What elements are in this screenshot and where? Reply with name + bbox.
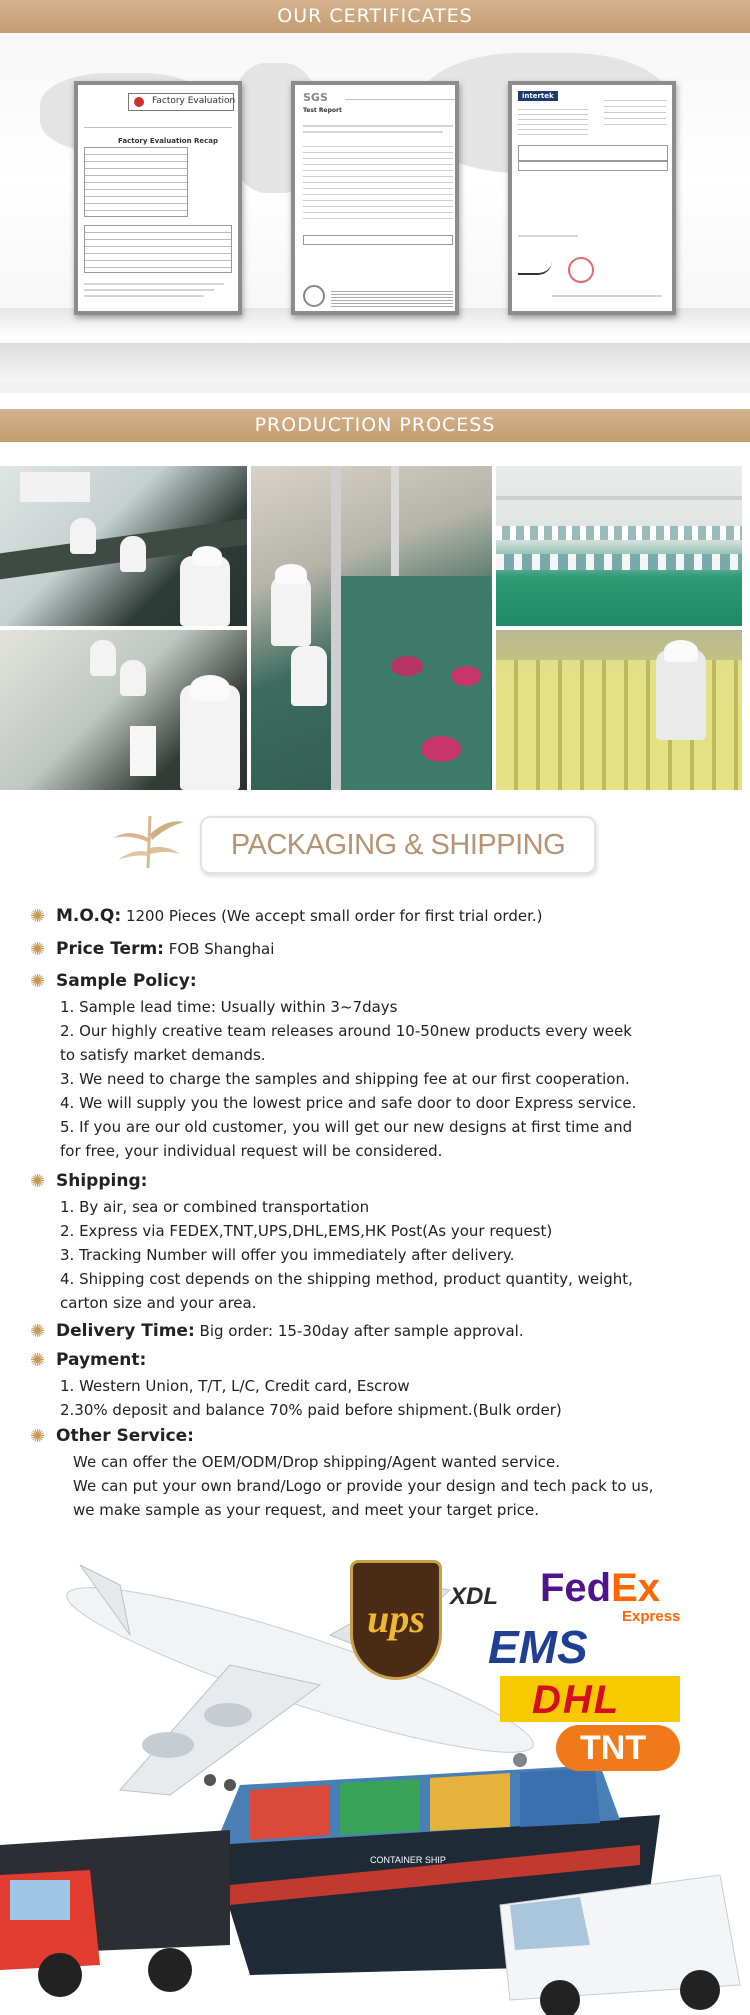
sun-bullet-icon: ✺	[30, 1426, 46, 1447]
sun-bullet-icon: ✺	[30, 1321, 46, 1342]
sample-policy-line: 1. Sample lead time: Usually within 3~7days	[60, 998, 398, 1016]
certificates-banner	[0, 0, 750, 33]
sample-policy-section	[30, 968, 730, 1163]
shipping-line: 4. Shipping cost depends on the shipping method, product quantity, weight,	[60, 1270, 633, 1288]
ems-text: EMS	[488, 1621, 588, 1673]
price-term-label: Price Term:	[56, 939, 164, 959]
production-banner	[0, 409, 750, 442]
delivery-text: Big order: 15-30day after sample approval.	[199, 1322, 524, 1340]
bamboo-decor-icon	[108, 808, 188, 878]
sample-policy-line: for free, your individual request will be considered.	[60, 1142, 443, 1160]
shipping-line: 2. Express via FEDEX,TNT,UPS,DHL,EMS,HK Post(As your request)	[60, 1222, 553, 1240]
other-service-line: we make sample as your request, and meet your target price.	[73, 1501, 540, 1519]
shipping-line: 1. By air, sea or combined transportation	[60, 1198, 370, 1216]
dhl-text: DHL	[532, 1678, 621, 1722]
ems-logo	[488, 1620, 588, 1674]
xdl-logo	[450, 1583, 498, 1611]
ups-logo	[350, 1560, 442, 1680]
delivery-label: Delivery Time:	[56, 1321, 195, 1341]
production-photo-1	[0, 466, 247, 626]
production-title: PRODUCTION PROCESS	[254, 414, 496, 436]
cert1-sub: Factory Evaluation Recap	[118, 137, 219, 145]
other-service-section	[30, 1423, 730, 1522]
shipping-label: Shipping:	[56, 1171, 148, 1191]
fedex-fed: Fed	[540, 1566, 612, 1610]
certificates-area	[0, 33, 750, 393]
sun-bullet-icon: ✺	[30, 971, 46, 992]
sun-bullet-icon: ✺	[30, 1171, 46, 1192]
shipping-section	[30, 1168, 730, 1315]
cert1-header: Factory Evaluation	[152, 96, 236, 106]
sample-policy-label: Sample Policy:	[56, 971, 197, 991]
production-photo-4	[496, 466, 742, 626]
price-term-text: FOB Shanghai	[168, 940, 275, 958]
shipping-line: carton size and your area.	[60, 1294, 257, 1312]
sun-bullet-icon: ✺	[30, 939, 46, 960]
moq-section	[30, 903, 730, 930]
price-term-section	[30, 936, 730, 963]
xdl-text: XDL	[450, 1583, 498, 1610]
payment-line: 2.30% deposit and balance 70% paid before shipment.(Bulk order)	[60, 1401, 562, 1419]
certificate-sgs[interactable]	[291, 81, 459, 315]
moq-label: M.O.Q:	[56, 906, 122, 926]
other-service-line: We can put your own brand/Logo or provide your design and tech pack to us,	[73, 1477, 654, 1495]
sample-policy-line: 4. We will supply you the lowest price and safe door to door Express service.	[60, 1094, 637, 1112]
certificates-title: OUR CERTIFICATES	[277, 5, 473, 27]
payment-label: Payment:	[56, 1350, 147, 1370]
packaging-title: PACKAGING & SHIPPING	[230, 829, 566, 861]
sun-bullet-icon: ✺	[30, 1350, 46, 1371]
production-photo-3	[251, 466, 492, 790]
dhl-logo	[500, 1676, 680, 1722]
other-service-label: Other Service:	[56, 1426, 194, 1446]
production-photo-2	[0, 630, 247, 790]
other-service-line: We can offer the OEM/ODM/Drop shipping/Agent wanted service.	[73, 1453, 561, 1471]
certificate-factory-evaluation[interactable]	[74, 81, 242, 315]
packaging-shipping-header	[200, 816, 596, 874]
tnt-text: TNT	[580, 1729, 647, 1767]
fedex-ex: Ex	[611, 1566, 661, 1610]
sample-policy-line: 2. Our highly creative team releases around 10-50new products every week	[60, 1022, 632, 1040]
sun-bullet-icon: ✺	[30, 906, 46, 927]
payment-section	[30, 1347, 730, 1422]
delivery-section	[30, 1318, 730, 1345]
cert2-sub: Test Report	[303, 107, 342, 114]
moq-text: 1200 Pieces (We accept small order for first trial order.)	[125, 907, 543, 925]
fedex-logo	[540, 1566, 660, 1611]
sample-policy-line: to satisfy market demands.	[60, 1046, 266, 1064]
ups-text: ups	[367, 1596, 425, 1641]
certificate-intertek[interactable]	[508, 81, 676, 315]
sample-policy-line: 3. We need to charge the samples and shipping fee at our first cooperation.	[60, 1070, 630, 1088]
cert2-header: SGS	[303, 91, 328, 104]
fedex-express: Express	[622, 1608, 681, 1625]
sample-policy-line: 5. If you are our old customer, you will get our new designs at first time and	[60, 1118, 633, 1136]
payment-line: 1. Western Union, T/T, L/C, Credit card, Escrow	[60, 1377, 410, 1395]
container-ship-label: CONTAINER SHIP	[370, 1855, 446, 1865]
shipping-line: 3. Tracking Number will offer you immediately after delivery.	[60, 1246, 515, 1264]
tnt-logo	[556, 1725, 680, 1771]
production-photo-5	[496, 630, 742, 790]
cert3-header: intertek	[518, 91, 558, 101]
